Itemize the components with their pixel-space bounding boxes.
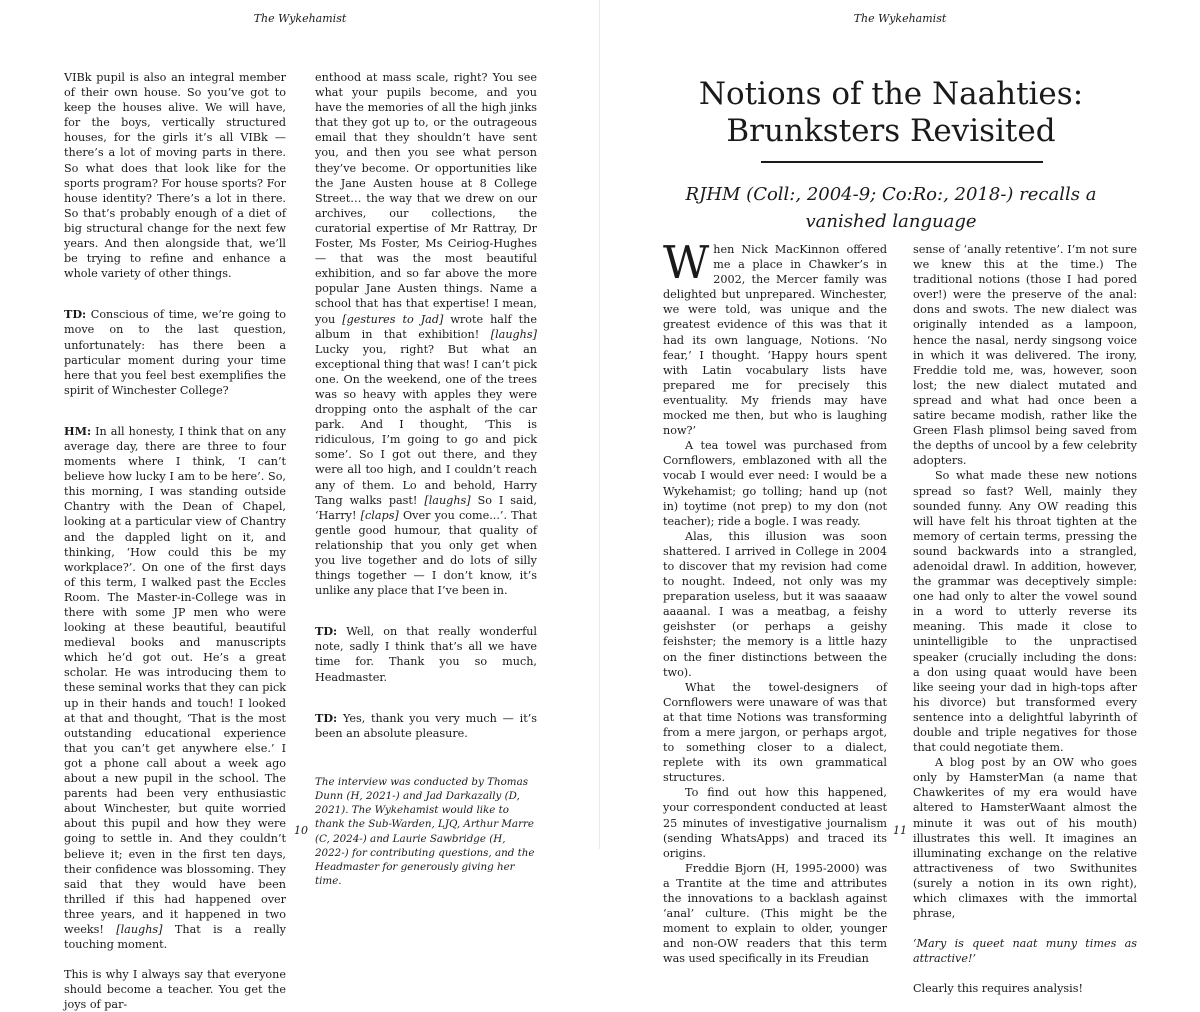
- paragraph: [663, 236, 887, 438]
- paragraph: To find out how this happened, your correspondent conducted at least 25 minutes of investigative journalism (sending WhatsApps) and traced its origins.: [663, 786, 887, 860]
- paragraph: [315, 70, 537, 598]
- title-rule: [761, 161, 1043, 163]
- stage-direction: [laughs]: [116, 922, 163, 936]
- stage-direction: [laughs]: [424, 493, 471, 507]
- paragraph-text: Over you come...’. That gentle good humour, that quality of relationship that you only get when you live together and do lots of silly things together — I don’t know, it’s unlike any place that I’ve been in.: [315, 508, 537, 598]
- paragraph-text: Conscious of time, we’re going to move on to the last question, unfortunately: has there been a particular moment during your time here that you feel best exemplifies the spirit of Winchester College?: [64, 308, 286, 397]
- paragraph-text: Yes, thank you very much — it’s been an absolute pleasure.: [315, 711, 537, 740]
- article-title: Notions of the Naahties: Brunksters Revisited: [698, 76, 1084, 149]
- page-number: 10: [294, 824, 308, 837]
- stage-direction: [claps]: [360, 508, 399, 522]
- quote: ‘Mary is queet naat muny times as attractive!’: [913, 937, 1137, 966]
- paragraph: Freddie Bjorn (H, 1995-2000) was a Trantite at the time and attributes the innovations to a backlash against ‘anal’ culture. (This might be the moment to explain to older, younger and non-OW readers that this term was used specifically in its Freudian: [663, 861, 887, 966]
- speaker-label: TD:: [64, 307, 87, 322]
- paragraph-text: Lucky you, right? But what an exceptional thing that was! I can’t pick one. On the weekend, one of the trees was so heavy with apples they were dropping onto the asphalt of the car park. And I thought, ‘This is ridiculous, I’m going to go and pick some’. So I got out there, and they were all too high, and I couldn’t reach any of them. Lo and behold, Harry Tang walks past!: [315, 342, 537, 507]
- paragraph: What the towel-designers of Cornflowers were unaware of was that at that time Notions was transforming from a mere jargon, or perhaps argot, to something closer to a dialect, replete with its own grammatical structures.: [663, 680, 887, 785]
- interview-credit: The interview was conducted by Thomas Dunn (H, 2021-) and Jad Darkazally (D, 2021). The Wykehamist would like to thank the Sub-Warden, LJQ, Arthur Marre (C, 2024-) and Laurie Sawbridge (H, 2022-) for contributing questions, and the Headmaster for generously giving her time.: [315, 775, 535, 888]
- paragraph: Alas, this illusion was soon shattered. I arrived in College in 2004 to discover that my revision had come to nought. Indeed, not only was my preparation useless, but it was saaaaw aaaanal. I was a meatbag, a feishy geishster (or perhaps a geishy feishster; the memory is a little hazy on the finer distinctions between the two).: [663, 529, 887, 679]
- paragraph: [315, 624, 537, 684]
- left-page-column-1: [64, 70, 286, 1012]
- left-page-column-2: [315, 70, 537, 888]
- running-head: The Wykehamist: [253, 12, 347, 25]
- page-number: 11: [893, 824, 907, 837]
- paragraph: [64, 424, 286, 952]
- paragraph: [315, 711, 537, 741]
- drop-cap: W: [663, 236, 710, 289]
- stage-direction: [laughs]: [490, 327, 537, 341]
- paragraph: So what made these new notions spread so fast? Well, mainly they sounded funny. Any OW reading this will have felt his throat tighten at the memory of certain terms, pressing the sound backwards into a strangled, adenoidal drawl. In addition, however, the grammar was deceptively simple: one had only to alter the vowel sound in a word to utterly reverse its meaning. This made it close to unintelligible to the unpractised speaker (crucially including the dons: a don using quaat would have been like seeing your dad in high-tops after his divorce) but transformed every sentence into a delightful labyrinth of double and triple negatives for those that could negotiate them.: [913, 469, 1137, 755]
- paragraph: This is why I always say that everyone should become a teacher. You get the joys of par-: [64, 968, 286, 1012]
- stage-direction: [gestures to Jad]: [342, 312, 444, 326]
- speaker-label: TD:: [315, 624, 338, 639]
- paragraph: [64, 307, 286, 398]
- paragraph: sense of ‘anally retentive’. I’m not sure we knew this at the time.) The traditional notions (those I had pored over!) were the preserve of the anal: dons and swots. The new dialect was originally intended as a lampoon, hence the nasal, nerdy singsong voice in which it was delivered. The irony, Freddie told me, was, however, soon lost; the new dialect mutated and spread and what had once been a satire became modish, rather like the Green Flash plimsol being saved from the depths of uncool by a few celebrity adopters.: [913, 243, 1137, 468]
- paragraph-text: That is a really touching moment.: [64, 922, 287, 952]
- paragraph: VIBk pupil is also an integral member of their own house. So you’ve got to keep the houses alive. We will have, for the boys, vertically structured houses, for the girls it’s all VIBk — there’s a lot of moving parts in there. So what does that look like for the sports program? For house sports? For house identity? There’s a lot in there. So that’s probably enough of a diet of big structural change for the next few years. And then alongside that, we’ll be trying to refine and enhance a whole variety of other things.: [64, 71, 286, 281]
- right-page-column-1: [663, 236, 887, 967]
- article-standfirst: RJHM (Coll:, 2004-9; Co:Ro:, 2018-) recalls a vanished language: [685, 184, 1097, 232]
- paragraph: A blog post by an OW who goes only by HamsterMan (a name that Chawkerites of my era would have altered to HamsterWaant almost the minute it was out of his mouth) illustrates this well. It imagines an illuminating exchange on the relative attractiveness of two Swithunites (surely a notion in its own right), which climaxes with the immortal phrase,: [913, 756, 1137, 921]
- running-head: The Wykehamist: [853, 12, 947, 25]
- speaker-label: HM:: [64, 423, 92, 438]
- paragraph-text: hen Nick MacKinnon offered me a place in Chawker’s in 2002, the Mercer family was delighted but unprepared. Winchester, we were told, was unique and the greatest evidence of this was that it had its own language, Notions. ‘No fear,’ I thought. ‘Happy hours spent with Latin vocabulary lists have prepared me for precisely this eventuality. My friends may have mocked me then, but who is laughing now?’: [663, 243, 887, 438]
- paragraph-text: wrote half the album in that exhibition!: [315, 312, 537, 341]
- paragraph: Clearly this requires analysis!: [913, 982, 1083, 996]
- speaker-label: TD:: [315, 710, 338, 725]
- paragraph-text: In all honesty, I think that on any average day, there are three to four moments where I think, ‘I can’t believe how lucky I am to be here’. So, this morning, I was standing outside Chantry with the Dean of Chapel, looking at a particular view of Chantry and the dappled light on it, and thinking, ‘How could this be my workplace?’. On one of the first days of this term, I walked past the Eccles Room. The Master-in-College was in there with some JP men who were looking at these beautiful, beautiful medieval books and manuscripts which he’d got out. He’s a great scholar. He was introducing them to these seminal works that they can pick up in their hands and touch! I looked at that and thought, ‘That is the most outstanding educational experience that you can’t get anywhere else.’ I got a phone call about a week ago about a new pupil in the school. The parents had been very enthusiastic about Winchester, but quite worried about this pupil and how they were going to settle in. And they couldn’t believe it; even in the first ten days, their confidence was blossoming. They said that they would have been thrilled if this had happened over three years, and it happened in two weeks!: [64, 424, 286, 936]
- paragraph: A tea towel was purchased from Cornflowers, emblazoned with all the vocab I would ever need: I would be a Wykehamist; go tolling; hand up (not in) toytime (not prep) to my don (not teacher); ride a bogle. I was ready.: [663, 439, 887, 528]
- paragraph-text: Well, on that really wonderful note, sadly I think that’s all we have time for. Thank you so much, Headmaster.: [315, 625, 538, 684]
- right-page-column-2: [913, 242, 1137, 997]
- paragraph-text: enthood at mass scale, right? You see what your pupils become, and you have the memories of all the high jinks that they got up to, or the outrageous email that they shouldn’t have sent you, and then you see what person they’ve become. Or opportunities like the Jane Austen house at 8 College Street… the way that we drew on our archives, our collections, the curatorial expertise of Mr Rattray, Dr Foster, Ms Foster, Ms Ceiriog-Hughes — that was the most beautiful exhibition, and so far above the more popular Jane Austen things. Name a school that has that expertise! I mean, you: [315, 71, 537, 326]
- paragraph-text: So I said, ‘Harry!: [315, 493, 537, 522]
